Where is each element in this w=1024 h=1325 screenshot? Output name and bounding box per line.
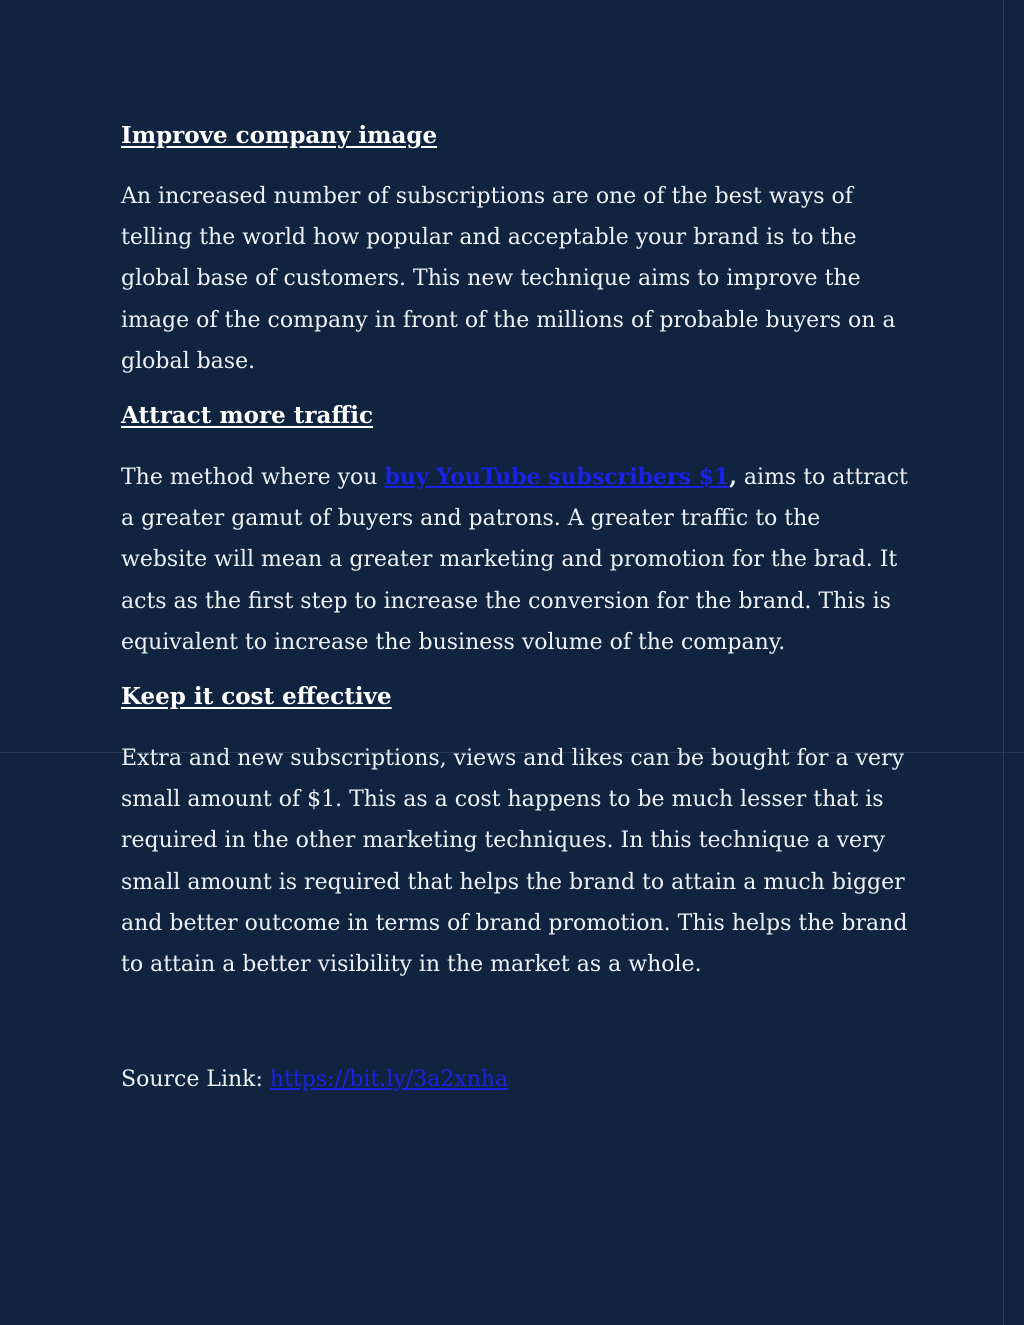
buy-youtube-subscribers-link[interactable]: buy YouTube subscribers $1 [384, 464, 730, 491]
paragraph-attract-more-traffic [121, 457, 911, 663]
heading-attract-more-traffic: Attract more traffic [121, 402, 374, 430]
link-comma: , [729, 464, 737, 491]
page-edge-divider-vertical [1003, 0, 1004, 1325]
heading-keep-it-cost-effective: Keep it cost effective [121, 683, 392, 711]
paragraph-text-before-link: The method where you [121, 465, 385, 491]
paragraph-text-after-link: aims to attract a greater gamut of buyers and patrons. A greater traffic to the website will mean a greater marketing and promotion for the brad. It acts as the first step to increase the conversion for the brand. This is equivalent to increase the business volume of the company. [121, 465, 908, 655]
paragraph-keep-it-cost-effective: Extra and new subscriptions, views and likes can be bought for a very small amount of $1. This as a cost happens to be much lesser that is required in the other marketing techniques. In this technique a very small amount is required that helps the brand to attain a much bigger and better outcome in terms of brand promotion. This helps the brand to attain a better visibility in the market as a whole. [121, 746, 908, 978]
paragraph-improve-company-image: An increased number of subscriptions are one of the best ways of telling the world how popular and acceptable your brand is to the global base of customers. This new technique aims to improve the image of the company in front of the millions of probable buyers on a global base. [121, 184, 896, 374]
source-link[interactable]: https://bit.ly/3a2xnha [269, 1067, 509, 1093]
document-body [121, 118, 911, 1100]
heading-improve-company-image: Improve company image [121, 122, 438, 149]
source-label: Source Link: [121, 1067, 270, 1093]
source-line [121, 1059, 911, 1100]
